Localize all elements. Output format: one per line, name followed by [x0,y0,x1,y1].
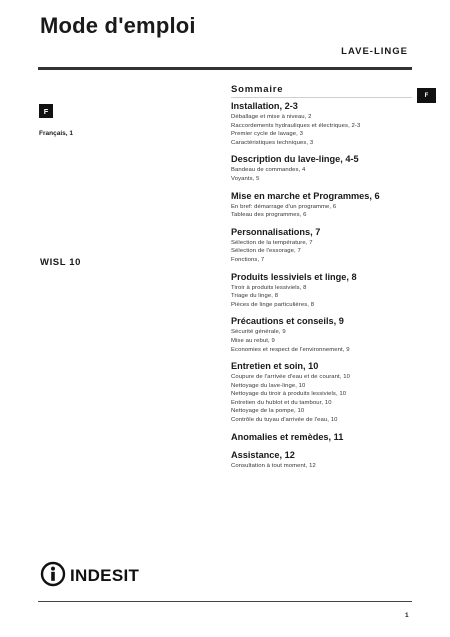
toc-section-title: Installation, 2-3 [231,101,298,111]
toc-item: Triage du linge, 8 [231,293,279,300]
toc-item: Sélection de la température, 7 [231,239,313,246]
bottom-divider [38,601,412,602]
toc-section [231,154,417,183]
page-number: 1 [405,612,409,619]
toc-item: Sécurité générale, 9 [231,329,286,336]
language-side-tab: F [417,88,436,103]
toc-item: Consultation à tout moment, 12 [231,462,316,469]
toc-item: Contrôle du tuyau d'arrivée de l'eau, 10 [231,417,338,424]
toc-item: Caractéristiques techniques, 3 [231,139,314,146]
model-number: WISL 10 [40,257,81,268]
toc-section-title: Entretien et soin, 10 [231,361,319,372]
table-of-contents [231,101,417,470]
toc-section-title: Produits lessiviels et linge, 8 [231,271,357,282]
language-badge: F [39,104,53,118]
toc-item: Nettoyage de la pompe, 10 [231,408,305,415]
toc-section [231,432,417,443]
top-divider [38,67,412,70]
toc-section [231,361,417,425]
toc-section-title: Anomalies et remèdes, 11 [231,431,344,442]
toc-section [231,316,417,354]
toc-section-title: Personnalisations, 7 [231,226,321,237]
toc-section-title: Mise en marche et Programmes, 6 [231,190,380,201]
toc-divider [231,97,412,98]
toc-section-title: Description du lave-linge, 4-5 [231,154,359,165]
toc-section [231,450,417,471]
toc-section-title: Assistance, 12 [231,449,295,460]
toc-section [231,272,417,310]
toc-section [231,227,417,265]
toc-item: Fonctions, 7 [231,256,265,263]
toc-item: Bandeau de commandes, 4 [231,167,306,174]
toc-item: Premier cycle de lavage, 3 [231,131,304,138]
toc-item: Raccordements hydrauliques et électriques, 2-3 [231,122,361,129]
toc-section-title: Précautions et conseils, 9 [231,316,344,327]
brand-logo [40,563,139,589]
page-title: Mode d'emploi [40,13,196,38]
toc-item: Sélection de l'essorage, 7 [231,248,301,255]
toc-item: Déballage et mise à niveau, 2 [231,114,312,120]
toc-item: Coupure de l'arrivée d'eau et de courant, 10 [231,374,350,381]
product-type: LAVE-LINGE [341,46,408,57]
toc-section [231,191,417,220]
language-index: Français, 1 [39,130,73,137]
toc-item: Tableau des programmes, 6 [231,212,307,219]
toc-item: Voyants, 5 [231,175,260,182]
toc-item: Nettoyage du tiroir à produits lessiviels, 10 [231,391,347,398]
toc-heading: Sommaire [231,84,284,95]
toc-item: En bref: démarrage d'un programme, 6 [231,203,337,210]
toc-item: Tiroir à produits lessiviels, 8 [231,284,307,291]
toc-section [231,101,417,147]
toc-item: Mise au rebut, 9 [231,337,275,344]
toc-item: Nettoyage du lave-linge, 10 [231,382,306,389]
brand-name: INDESIT [70,566,140,585]
toc-item: Economies et respect de l'environnement, 9 [231,346,350,353]
toc-item: Entretien du hublot et du tambour, 10 [231,399,332,406]
indesit-logo-icon [40,561,66,592]
toc-item: Pièces de linge particulières, 8 [231,301,315,308]
